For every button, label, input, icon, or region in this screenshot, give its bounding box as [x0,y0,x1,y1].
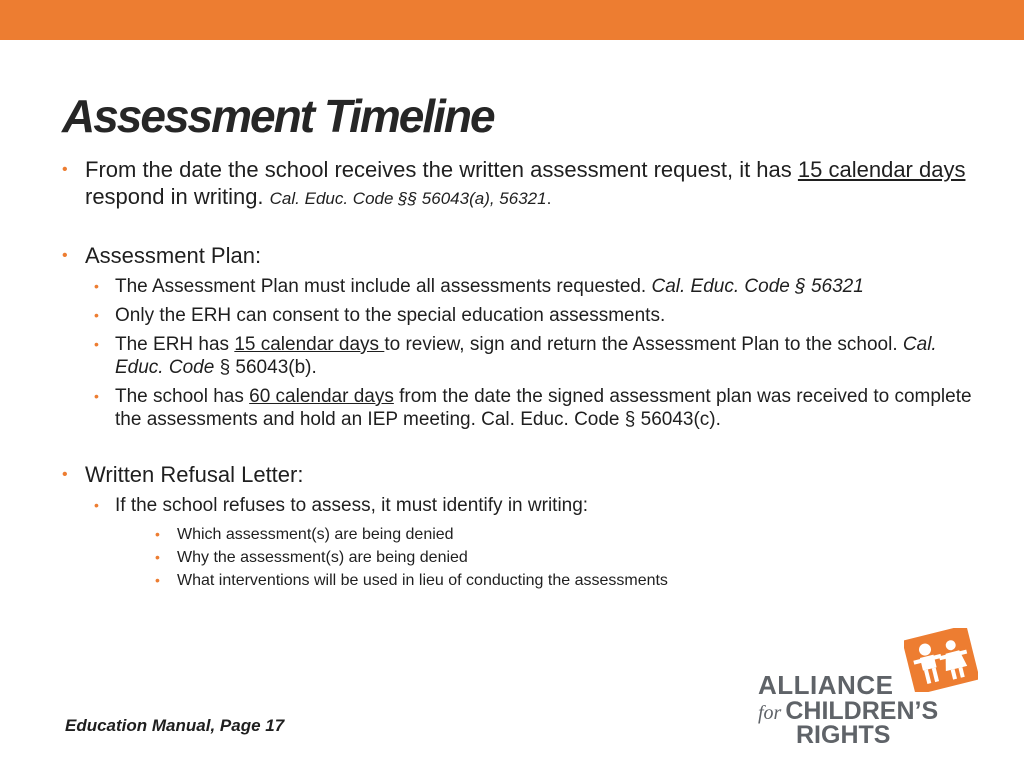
underlined-term: 15 calendar days [797,157,966,182]
bullet-dot: • [94,336,99,352]
plan-item: • Only the ERH can consent to the special education assessments. [94,305,666,326]
bullet-dot: • [155,526,160,542]
bullet-dot: • [94,388,99,404]
alliance-logo [756,628,978,748]
logo-line-alliance: ALLIANCE [758,670,894,700]
underlined-term: 60 calendar days [249,386,394,407]
logo-line-childrens: for CHILDREN’S [758,697,939,725]
legal-citation: Cal. Educ. Code [115,334,937,378]
bullet-dot: • [155,549,160,565]
plan-item: • The school has 60 calendar days from the date the signed assessment plan was received to complete the assessments and hold an IEP meeting. Cal. Educ. Code § 56043(c). [94,386,972,430]
bullet-dot: • [62,161,68,178]
legal-citation: Cal. Educ. Code § 56321 [651,276,864,297]
refusal-subitem: • Why the assessment(s) are being denied [152,546,980,569]
legal-citation: Cal. Educ. Code §§ 56043(a), 56321 [269,189,547,208]
plan-item: • The ERH has 15 calendar days to review, sign and return the Assessment Plan to the school. Cal. Educ. Code § 56043(b). [94,334,937,378]
refusal-subitem: • Which assessment(s) are being denied [152,523,980,546]
plan-item: • The Assessment Plan must include all assessments requested. Cal. Educ. Code § 56321 [94,276,864,297]
bullet-assessment-plan: • Assessment Plan: [62,243,262,268]
underlined-term: 15 calendar days [234,334,385,355]
bullet-timeline: • From the date the school receives the written assessment request, it has 15 calendar days respond in writing. Cal. Educ. Code §§ 56043(a), 56321. [62,157,966,209]
refusal-subitem: • What interventions will be used in lieu of conducting the assessments [152,569,980,592]
bullet-dot: • [94,278,99,294]
bullet-dot: • [94,497,99,513]
top-accent-bar [0,0,1024,40]
bullet-dot: • [62,247,68,264]
bullet-dot: • [155,572,160,588]
refusal-item: • If the school refuses to assess, it must identify in writing: [94,495,589,516]
bullet-dot: • [62,466,68,483]
slide-title: Assessment Timeline [62,90,494,142]
bullet-refusal-letter: • Written Refusal Letter: [62,462,304,487]
bullet-dot: • [94,307,99,323]
children-figures-icon [904,628,978,692]
slide-content [60,156,980,592]
logo-line-rights: RIGHTS [796,721,891,749]
footer-source: Education Manual, Page 17 [65,716,285,735]
